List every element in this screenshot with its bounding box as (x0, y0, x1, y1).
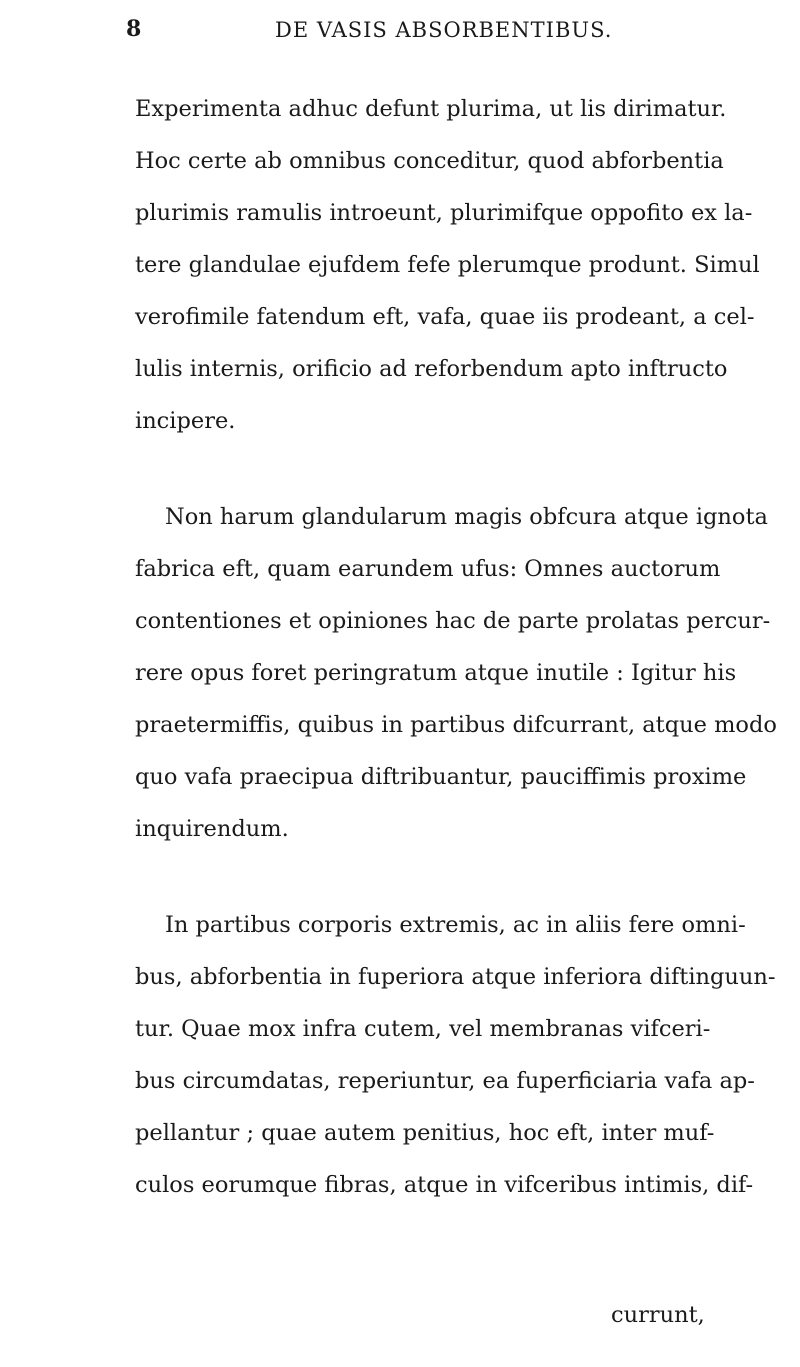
text-line: In partibus corporis extremis, ac in aliis fere omni- (165, 912, 746, 938)
text-line: praetermiffis, quibus in partibus difcurrant, atque modo (135, 712, 777, 738)
paragraph-2 (135, 491, 777, 855)
text-line: pellantur ; quae autem penitius, hoc eft, inter muf- (135, 1120, 715, 1146)
catchword: currunt, (611, 1302, 705, 1328)
text-line: quo vafa praecipua diftribuantur, pauciffimis proxime (135, 764, 747, 790)
text-line: verofimile fatendum eft, vafa, quae iis prodeant, a cel- (135, 304, 755, 330)
text-line: fabrica eft, quam earundem ufus: Omnes auctorum (135, 556, 721, 582)
text-line: bus circumdatas, reperiuntur, ea fuperficiaria vafa ap- (135, 1068, 755, 1094)
text-line: Hoc certe ab omnibus conceditur, quod abforbentia (135, 148, 724, 174)
text-line: contentiones et opiniones hac de parte prolatas percur- (135, 608, 771, 634)
paragraph-spacer (135, 447, 675, 491)
text-line: incipere. (135, 408, 236, 434)
text-line: rere opus foret peringratum atque inutile : Igitur his (135, 660, 737, 686)
text-line: culos eorumque fibras, atque in vifceribus intimis, dif- (135, 1172, 754, 1198)
paragraph-3 (135, 899, 776, 1211)
page-number: 8 (126, 16, 142, 42)
text-line: Experimenta adhuc defunt plurima, ut lis dirimatur. (135, 96, 727, 122)
text-line: tur. Quae mox infra cutem, vel membranas vifceri- (135, 1016, 711, 1042)
text-line: Non harum glandularum magis obfcura atque ignota (165, 504, 768, 530)
text-line: lulis internis, orificio ad reforbendum apto inftructo (135, 356, 728, 382)
running-head: DE VASIS ABSORBENTIBUS. (275, 18, 613, 42)
paragraph-1 (135, 83, 760, 447)
text-line: inquirendum. (135, 816, 289, 842)
page-header (0, 14, 800, 54)
paragraph-spacer (135, 855, 675, 899)
text-line: tere glandulae ejufdem fefe plerumque produnt. Simul (135, 252, 760, 278)
body-text (135, 83, 777, 1211)
text-line: bus, abforbentia in fuperiora atque inferiora diftinguun- (135, 964, 776, 990)
text-line: plurimis ramulis introeunt, plurimifque oppofito ex la- (135, 200, 753, 226)
